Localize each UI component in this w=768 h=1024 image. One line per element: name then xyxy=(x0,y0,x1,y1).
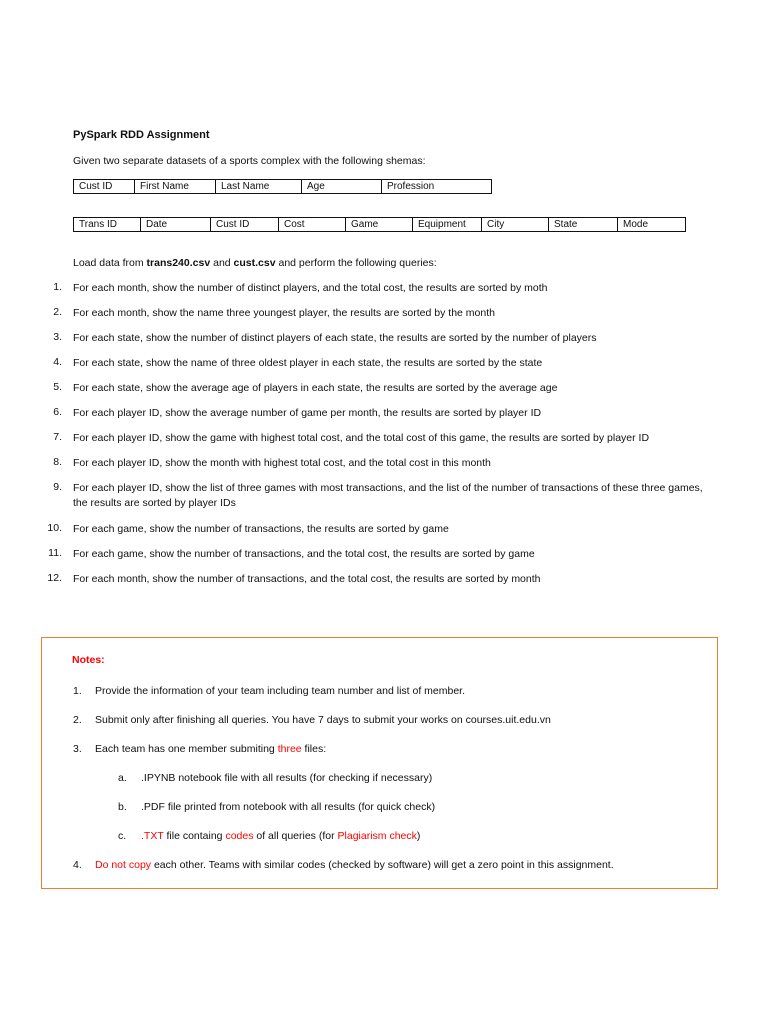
cust-col-3: Last Name xyxy=(216,180,302,194)
cust-col-2: First Name xyxy=(135,180,216,194)
trans-schema-table xyxy=(73,217,686,232)
trans-col-3: Cust ID xyxy=(211,218,279,232)
cust-schema-table xyxy=(73,179,492,194)
notes-box: Notes: 1. Provide the information of your team including team number and list of member. 2. Submit only after finishing all queries. You have 7 days to submit your works on courses.uit.edu.vn 3. Each team has one member submiting three files: a. .IPYNB notebook file with all results (for checking if necessary) b. .PDF file printed from notebook with all results (for quick check) c. .TXT file containg codes of all queries (for Plagiarism check) 4. Do not copy each other. Teams with similar codes (checked by software) will get a zero point in this assignment. xyxy=(41,637,718,889)
trans-col-6: Equipment xyxy=(413,218,482,232)
cust-col-1: Cust ID xyxy=(74,180,135,194)
trans-col-7: City xyxy=(482,218,549,232)
do-not-copy-highlight: Do not copy xyxy=(95,859,152,871)
trans-col-2: Date xyxy=(141,218,211,232)
load-instructions: Load data from trans240.csv and cust.csv and perform the following queries: xyxy=(73,257,437,269)
three-highlight: three xyxy=(277,743,302,755)
trans-col-1: Trans ID xyxy=(74,218,141,232)
trans-col-4: Cost xyxy=(279,218,346,232)
trans-file-name: trans240.csv xyxy=(146,257,211,269)
cust-col-4: Age xyxy=(302,180,382,194)
trans-col-9: Mode xyxy=(618,218,686,232)
trans-col-8: State xyxy=(549,218,618,232)
cust-col-5: Profession xyxy=(382,180,492,194)
document-title: PySpark RDD Assignment xyxy=(73,129,210,141)
cust-file-name: cust.csv xyxy=(233,257,276,269)
notes-heading: Notes: xyxy=(72,654,105,666)
intro-text: Given two separate datasets of a sports complex with the following shemas: xyxy=(73,155,426,167)
trans-col-5: Game xyxy=(346,218,413,232)
